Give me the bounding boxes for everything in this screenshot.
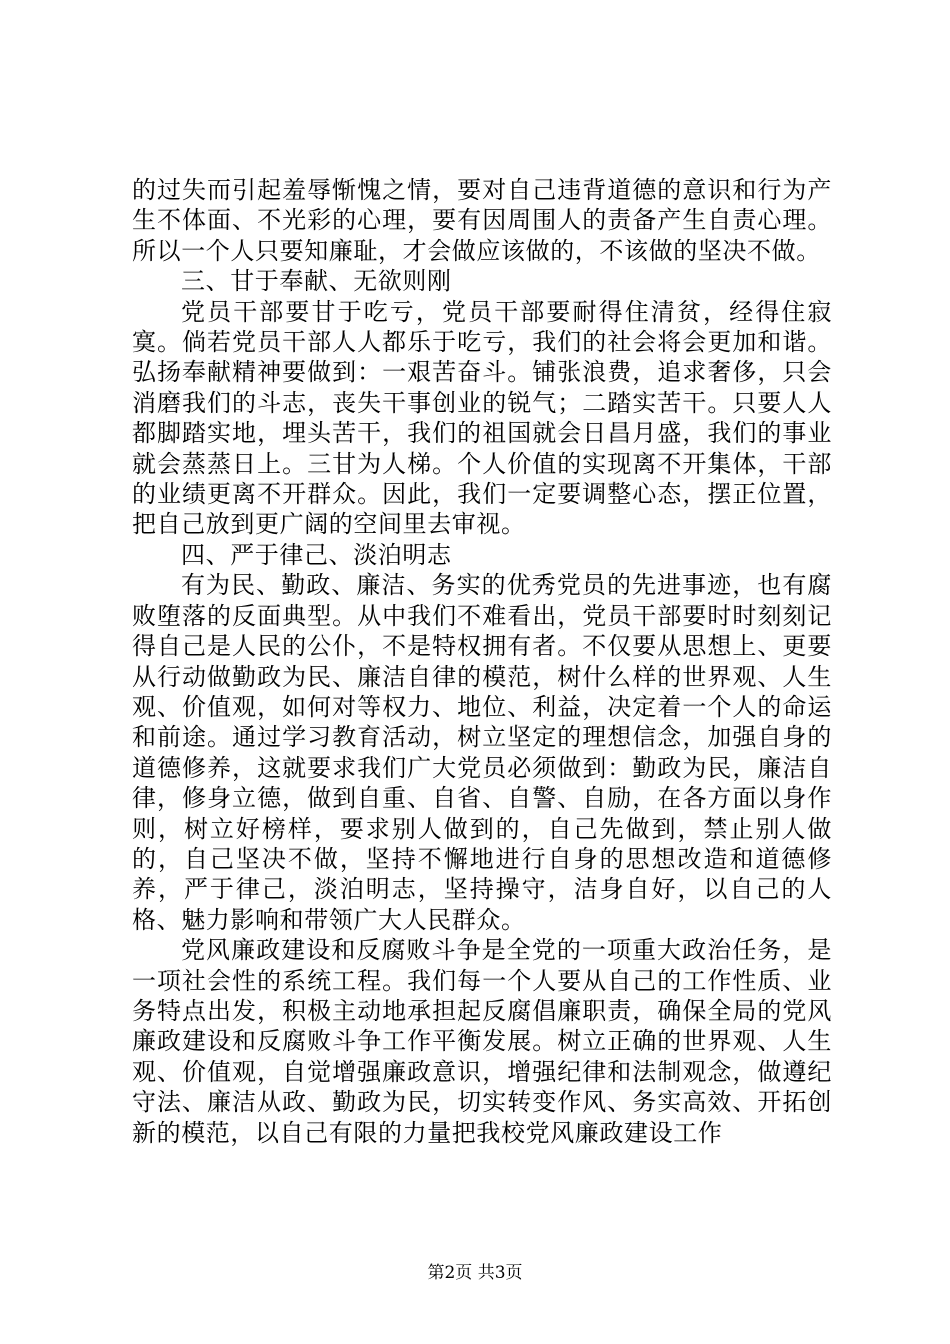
section-heading-3: 三、甘于奉献、无欲则刚	[181, 267, 452, 296]
section-heading-4: 四、严于律己、淡泊明志	[181, 540, 452, 569]
document-body	[132, 175, 832, 1148]
paragraph-continuation: 的过失而引起羞辱惭愧之情，要对自己违背道德的意识和行为产生不体面、不光彩的心理，要有因周围人的责备产生自责心理。所以一个人只要知廉耻，才会做应该做的，不该做的坚决不做。	[132, 176, 832, 265]
page-number-footer: 第2页 共3页	[427, 1263, 523, 1283]
paragraph-anti-corruption: 党风廉政建设和反腐败斗争是全党的一项重大政治任务，是一项社会性的系统工程。我们每一个人要从自己的工作性质、业务特点出发，积极主动地承担起反腐倡廉职责，确保全局的党风廉政建设和反腐败斗争工作平衡发展。树立正确的世界观、人生观、价值观，自觉增强廉政意识，增强纪律和法制观念，做遵纪守法、廉洁从政、勤政为民，切实转变作风、务实高效、开拓创新的模范，以自己有限的力量把我校党风廉政建设工作	[132, 936, 832, 1147]
paragraph-self-discipline: 有为民、勤政、廉洁、务实的优秀党员的先进事迹，也有腐败堕落的反面典型。从中我们不难看出，党员干部要时时刻刻记得自己是人民的公仆，不是特权拥有者。不仅要从思想上、更要从行动做勤政为民、廉洁自律的模范，树什么样的世界观、人生观、价值观，如何对等权力、地位、利益，决定着一个人的命运和前途。通过学习教育活动，树立坚定的理想信念，加强自身的道德修养，这就要求我们广大党员必须做到：勤政为民，廉洁自律，修身立德，做到自重、自省、自警、自励，在各方面以身作则，树立好榜样，要求别人做到的，自己先做到，禁止别人做的，自己坚决不做，坚持不懈地进行自身的思想改造和道德修养，严于律己，淡泊明志，坚持操守，洁身自好，以自己的人格、魅力影响和带领广大人民群众。	[132, 571, 832, 934]
paragraph-dedication: 党员干部要甘于吃亏，党员干部要耐得住清贫，经得住寂寞。倘若党员干部人人都乐于吃亏，我们的社会将会更加和谐。弘扬奉献精神要做到：一艰苦奋斗。铺张浪费，追求奢侈，只会消磨我们的斗志，丧失干事创业的锐气；二踏实苦干。只要人人都脚踏实地，埋头苦干，我们的祖国就会日昌月盛，我们的事业就会蒸蒸日上。三甘为人梯。个人价值的实现离不开集体，干部的业绩更离不开群众。因此，我们一定要调整心态，摆正位置，把自己放到更广阔的空间里去审视。	[132, 297, 832, 539]
